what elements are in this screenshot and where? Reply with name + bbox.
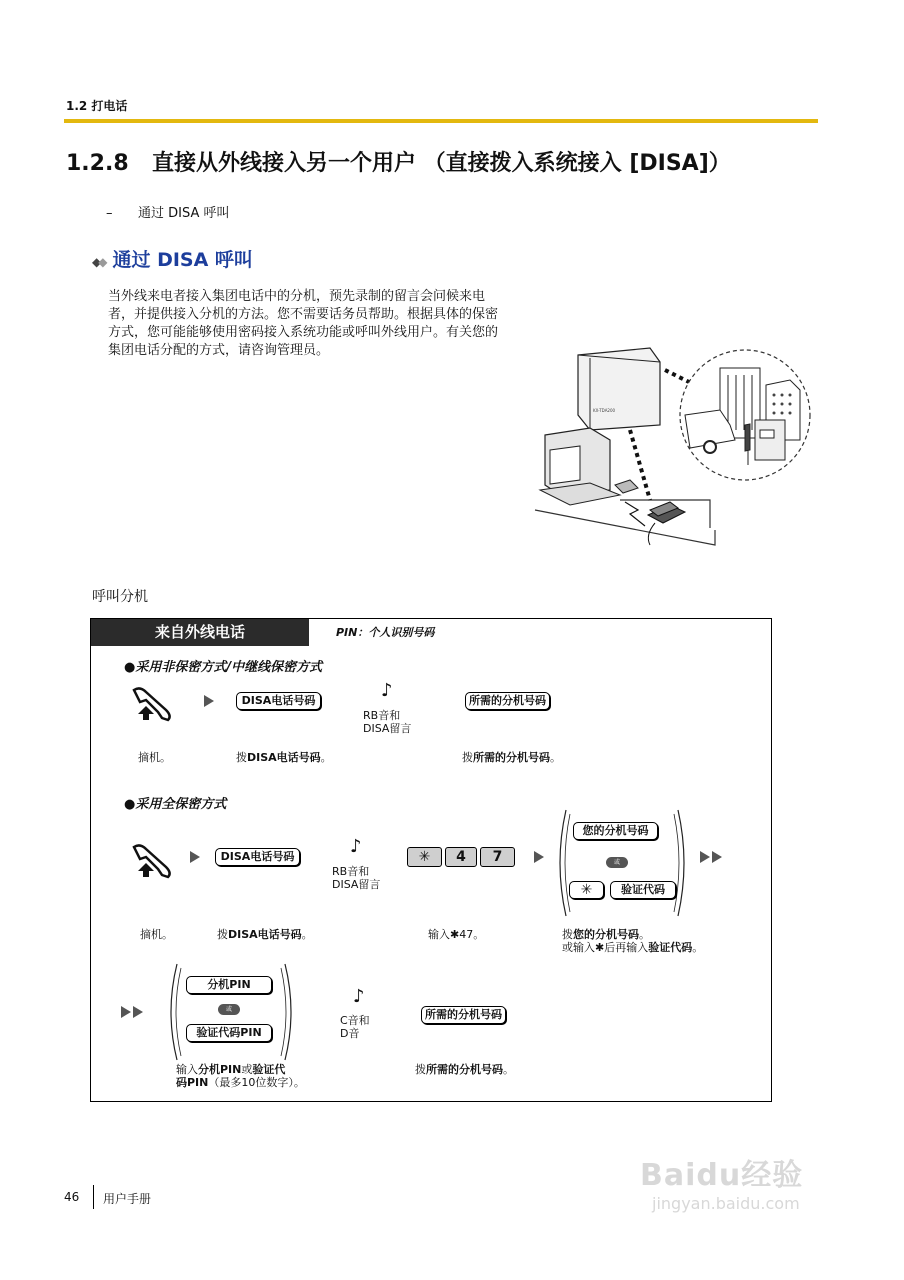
tone-icon: ♪ — [381, 680, 393, 701]
arrow-icon — [534, 851, 544, 863]
footer-divider — [93, 1185, 94, 1209]
page-title — [66, 146, 731, 177]
footer-title: 用户手册 — [103, 1192, 152, 1206]
pbx-label: KX-TDA200 — [593, 408, 616, 413]
key-disa-number[interactable]: DISA电话号码 — [236, 692, 321, 710]
caption-input-47: 输入✱47。 — [428, 928, 485, 941]
key-target-extension[interactable]: 所需的分机号码 — [421, 1006, 506, 1024]
watermark-url: jingyan.baidu.com — [652, 1194, 800, 1213]
section-heading-text: 通过 DISA 呼叫 — [112, 249, 253, 271]
caption-offhook: 摘机。 — [140, 928, 173, 941]
payphone — [755, 420, 785, 460]
caption-dial-ext: 拨所需的分机号码。 — [462, 751, 561, 764]
tone-text: C音和 D音 — [340, 1014, 370, 1040]
header-rule — [64, 119, 818, 123]
tone-text: RB音和 DISA留言 — [332, 865, 381, 891]
key-disa-number[interactable]: DISA电话号码 — [215, 848, 300, 866]
caption-your-ext: 拨您的分机号码。 或输入✱后再输入验证代码。 — [562, 928, 704, 954]
bullet-dash: – — [106, 206, 113, 221]
subsection-title: 呼叫分机 — [92, 589, 148, 605]
page-number: 46 — [64, 1190, 80, 1204]
ring-icon — [625, 502, 645, 526]
running-header: 1.2 打电话 — [66, 99, 128, 113]
computer — [540, 428, 620, 505]
key-verification-pin[interactable]: 验证代码PIN — [186, 1024, 272, 1042]
bullet-link[interactable]: 通过 DISA 呼叫 — [138, 206, 230, 221]
key-extension-pin[interactable]: 分机PIN — [186, 976, 272, 994]
disa-illustration — [530, 340, 815, 560]
key-4[interactable]: 4 — [445, 847, 477, 867]
key-target-extension[interactable]: 所需的分机号码 — [465, 692, 550, 710]
arrow-icon — [204, 695, 214, 707]
diamond-icon: ◆◆ — [92, 255, 105, 269]
offhook-icon — [128, 841, 176, 881]
key-7[interactable]: 7 — [480, 847, 515, 867]
caption-dial-disa: 拨DISA电话号码。 — [236, 751, 332, 764]
key-verification-code[interactable]: 验证代码 — [610, 881, 676, 899]
offhook-icon — [128, 684, 176, 724]
toc-bullet — [106, 202, 230, 221]
desk-edge — [535, 510, 715, 545]
keyboard — [615, 480, 638, 493]
watermark-logo: Baidu经验 — [640, 1158, 804, 1193]
arrow-icon — [190, 851, 200, 863]
caption-dial-disa: 拨DISA电话号码。 — [217, 928, 313, 941]
watermark — [640, 1150, 803, 1213]
section-heading — [92, 245, 253, 272]
panel-header: 来自外线电话 — [91, 619, 309, 646]
title-text: 直接从外线接入另一个用户 （直接拨入系统接入 [DISA]） — [152, 151, 731, 176]
or-badge: 或 — [218, 1004, 240, 1015]
caption-input-pin: 输入分机PIN或验证代 码PIN（最多10位数字）。 — [176, 1063, 305, 1089]
key-your-extension[interactable]: 您的分机号码 — [573, 822, 658, 840]
caption-dial-ext: 拨所需的分机号码。 — [415, 1063, 514, 1076]
intro-paragraph: 当外线来电者接入集团电话中的分机，预先录制的留言会问候来电者，并提供接入分机的方法。您不需要话务员帮助。根据具体的保密方式，您可能能够使用密码接入系统功能或呼叫外线用户。有关您的集团电话分配的方式，请咨询管理员。 — [108, 289, 499, 358]
tone-icon: ♪ — [350, 836, 362, 857]
title-number: 1.2.8 — [66, 151, 129, 176]
or-badge: 或 — [606, 857, 628, 868]
caption-offhook: 摘机。 — [138, 751, 171, 764]
pin-note: PIN：个人识别号码 — [336, 626, 435, 639]
mode1-title: ●采用非保密方式/中继线保密方式 — [124, 660, 323, 675]
pbx-unit — [578, 348, 660, 430]
tone-text: RB音和 DISA留言 — [363, 709, 412, 735]
key-star[interactable]: ✳ — [569, 881, 604, 899]
mode2-title: ●采用全保密方式 — [124, 797, 227, 812]
tone-icon: ♪ — [353, 986, 365, 1007]
key-star[interactable]: ✳ — [407, 847, 442, 867]
